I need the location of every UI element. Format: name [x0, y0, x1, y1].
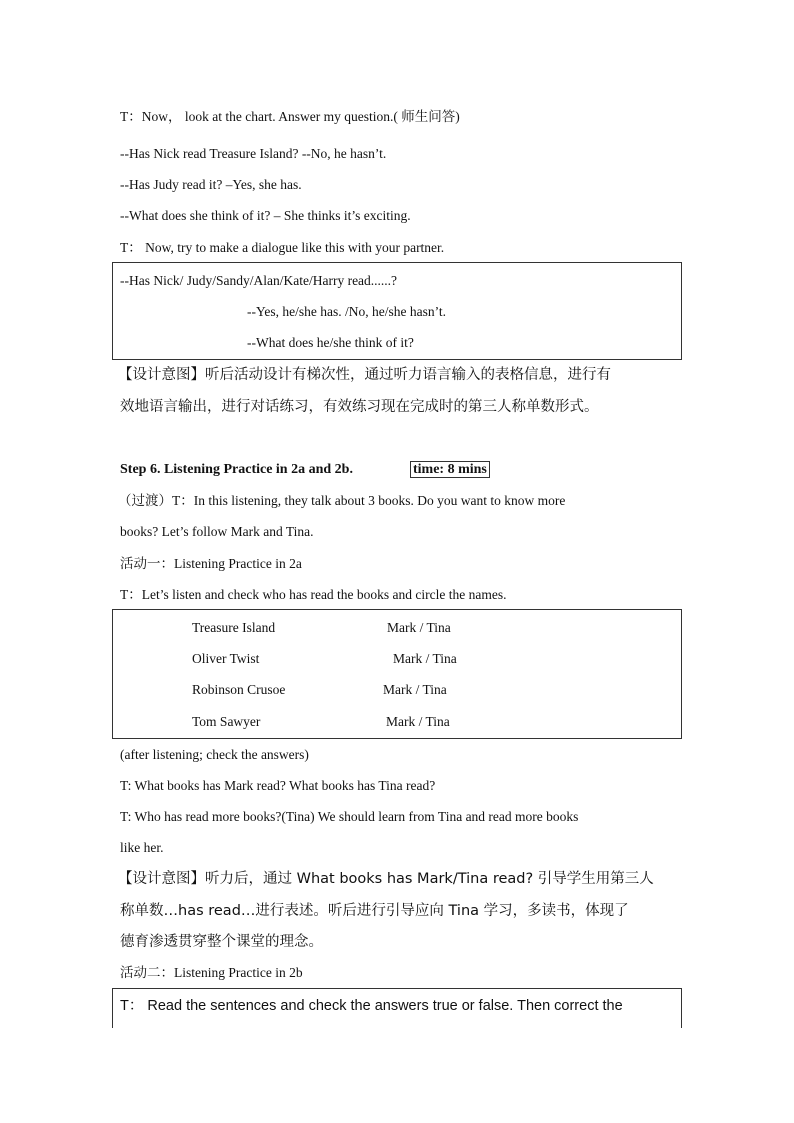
frame-line-3: --What does he/she think of it? — [247, 335, 414, 350]
book-title: Oliver Twist — [192, 651, 260, 666]
question-line-2a: T: Who has read more books?(Tina) We should learn from Tina and read more books — [120, 809, 579, 824]
dialogue-line-2: --Has Judy read it? –Yes, she has. — [120, 177, 302, 192]
book-title: Robinson Crusoe — [192, 682, 286, 697]
book-names: Mark / Tina — [387, 620, 451, 635]
design-intent-2b: 称单数…has read…进行表述。听后进行引导应向 Tina 学习，多读书，体现了 — [120, 903, 629, 919]
book-title: Tom Sawyer — [192, 714, 261, 729]
activity2-instruction: T： Read the sentences and check the answers true or false. Then correct the — [120, 998, 623, 1014]
frame-line-2: --Yes, he/she has. /No, he/she hasn’t. — [247, 304, 446, 319]
step6-time — [410, 461, 490, 479]
dialogue-line-1: --Has Nick read Treasure Island? --No, he hasn’t. — [120, 146, 387, 161]
after-listening-note: (after listening; check the answers) — [120, 747, 309, 762]
teacher-question-line: T：Now， look at the chart. Answer my question.( 师生问答) — [120, 109, 460, 124]
dialogue-line-3: --What does she think of it? – She thinks it’s exciting. — [120, 208, 411, 223]
activity1-title: 活动一：Listening Practice in 2a — [120, 556, 302, 571]
question-line-2b: like her. — [120, 840, 164, 855]
activity2-title: 活动二：Listening Practice in 2b — [120, 965, 303, 980]
design-intent-1b: 效地语言输出，进行对话练习，有效练习现在完成时的第三人称单数形式。 — [120, 399, 599, 415]
transition-line-b: books? Let’s follow Mark and Tina. — [120, 524, 314, 539]
time-badge: time: 8 mins — [410, 461, 490, 478]
book-names: Mark / Tina — [386, 714, 450, 729]
design-intent-2a: 【设计意图】听力后，通过 What books has Mark/Tina read? 引导学生用第三人 — [118, 871, 654, 887]
frame-line-1: --Has Nick/ Judy/Sandy/Alan/Kate/Harry read......? — [120, 273, 398, 288]
question-line-1: T: What books has Mark read? What books has Tina read? — [120, 778, 436, 793]
book-names: Mark / Tina — [393, 651, 457, 666]
step6-heading: Step 6. Listening Practice in 2a and 2b. — [120, 462, 353, 477]
book-title: Treasure Island — [192, 620, 276, 635]
design-intent-1a: 【设计意图】听后活动设计有梯次性，通过听力语言输入的表格信息，进行有 — [118, 367, 611, 383]
transition-line-a: （过渡）T：In this listening, they talk about 3 books. Do you want to know more — [118, 493, 566, 508]
book-names: Mark / Tina — [383, 682, 447, 697]
teacher-instruction-line: T： Now, try to make a dialogue like this with your partner. — [120, 240, 445, 255]
design-intent-2c: 德育渗透贯穿整个课堂的理念。 — [120, 934, 323, 950]
activity1-instruction: T：Let’s listen and check who has read the books and circle the names. — [120, 587, 507, 602]
